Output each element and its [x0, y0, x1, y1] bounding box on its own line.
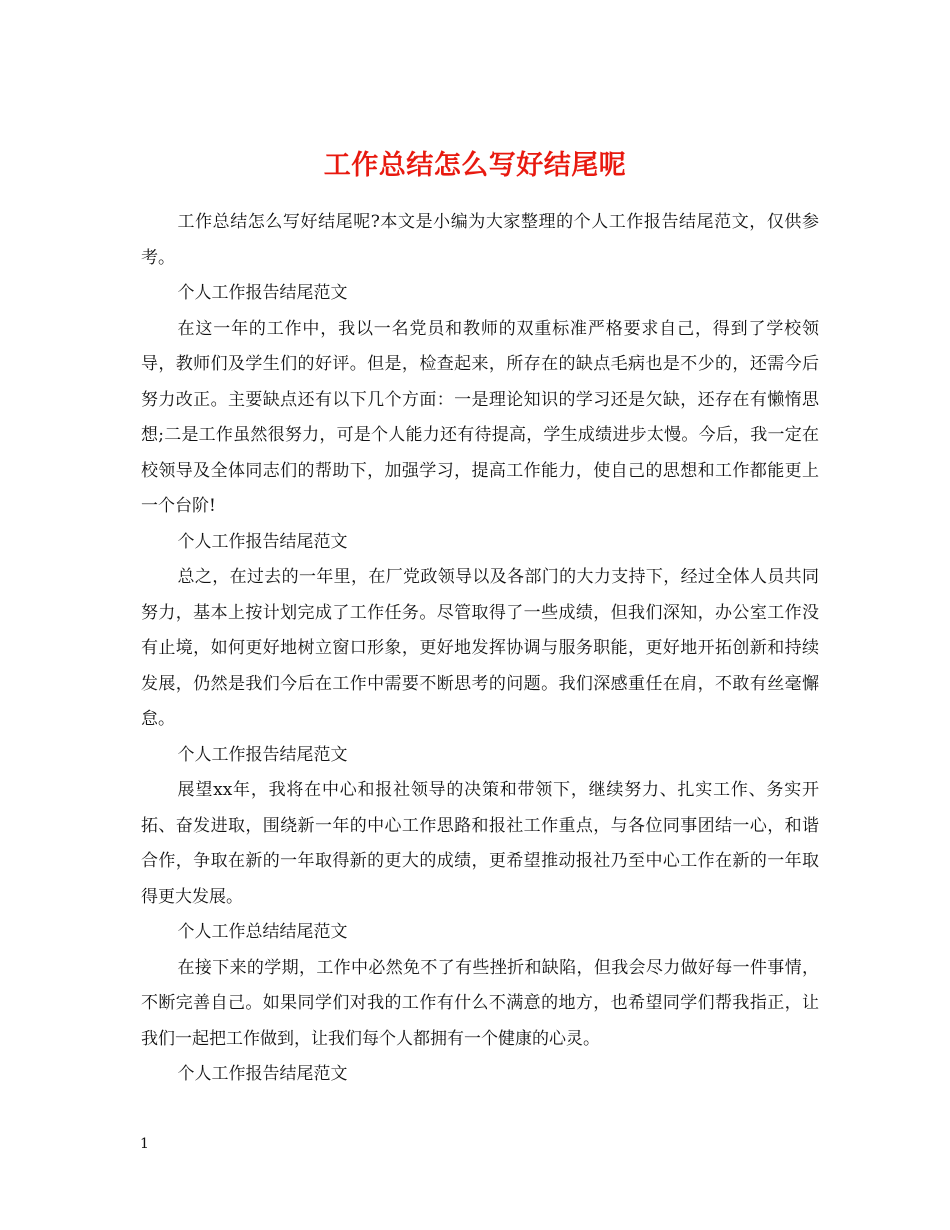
section-heading: 个人工作报告结尾范文: [177, 744, 348, 765]
body-paragraph: 展望xx年，我将在中心和报社领导的决策和带领下，继续努力、扎实工作、务实开拓、奋发进取，围绕新一年的中心工作思路和报社工作重点，与各位同事团结一心，和谐合作，争取在新的一年取得新的更大的成绩，更希望推动报社乃至中心工作在新的一年取得更大发展。: [141, 780, 819, 907]
section-heading: 个人工作报告结尾范文: [177, 531, 348, 552]
document-title: 工作总结怎么写好结尾呢: [323, 150, 627, 182]
body-paragraph: 在接下来的学期，工作中必然免不了有些挫折和缺陷，但我会尽力做好每一件事情，不断完善自己。如果同学们对我的工作有什么不满意的地方，也希望同学们帮我指正，让我们一起把工作做到，让我们每个人都拥有一个健康的心灵。: [141, 957, 819, 1049]
section-heading: 个人工作报告结尾范文: [177, 1064, 348, 1084]
document-body: [141, 205, 819, 1093]
body-paragraph: 在这一年的工作中，我以一名党员和教师的双重标准严格要求自己，得到了学校领导，教师们及学生们的好评。但是，检查起来，所存在的缺点毛病也是不少的，还需今后努力改正。主要缺点还有以下几个方面：一是理论知识的学习还是欠缺，还存在有懒惰思想;二是工作虽然很努力，可是个人能力还有待提高，学生成绩进步太慢。今后，我一定在校领导及全体同志们的帮助下，加强学习，提高工作能力，使自己的思想和工作都能更上一个台阶!: [141, 318, 819, 516]
section-heading: 个人工作报告结尾范文: [177, 283, 348, 303]
body-paragraph: 总之，在过去的一年里，在厂党政领导以及各部门的大力支持下，经过全体人员共同努力，基本上按计划完成了工作任务。尽管取得了一些成绩，但我们深知，办公室工作没有止境，如何更好地树立窗口形象，更好地发挥协调与服务职能，更好地开拓创新和持续发展，仍然是我们今后在工作中需要不断思考的问题。我们深感重任在肩，不敢有丝毫懈怠。: [141, 567, 819, 729]
section-heading: 个人工作总结结尾范文: [177, 922, 348, 942]
page-number: 1: [140, 1136, 149, 1152]
intro-paragraph: 工作总结怎么写好结尾呢?本文是小编为大家整理的个人工作报告结尾范文，仅供参考。: [141, 212, 819, 268]
